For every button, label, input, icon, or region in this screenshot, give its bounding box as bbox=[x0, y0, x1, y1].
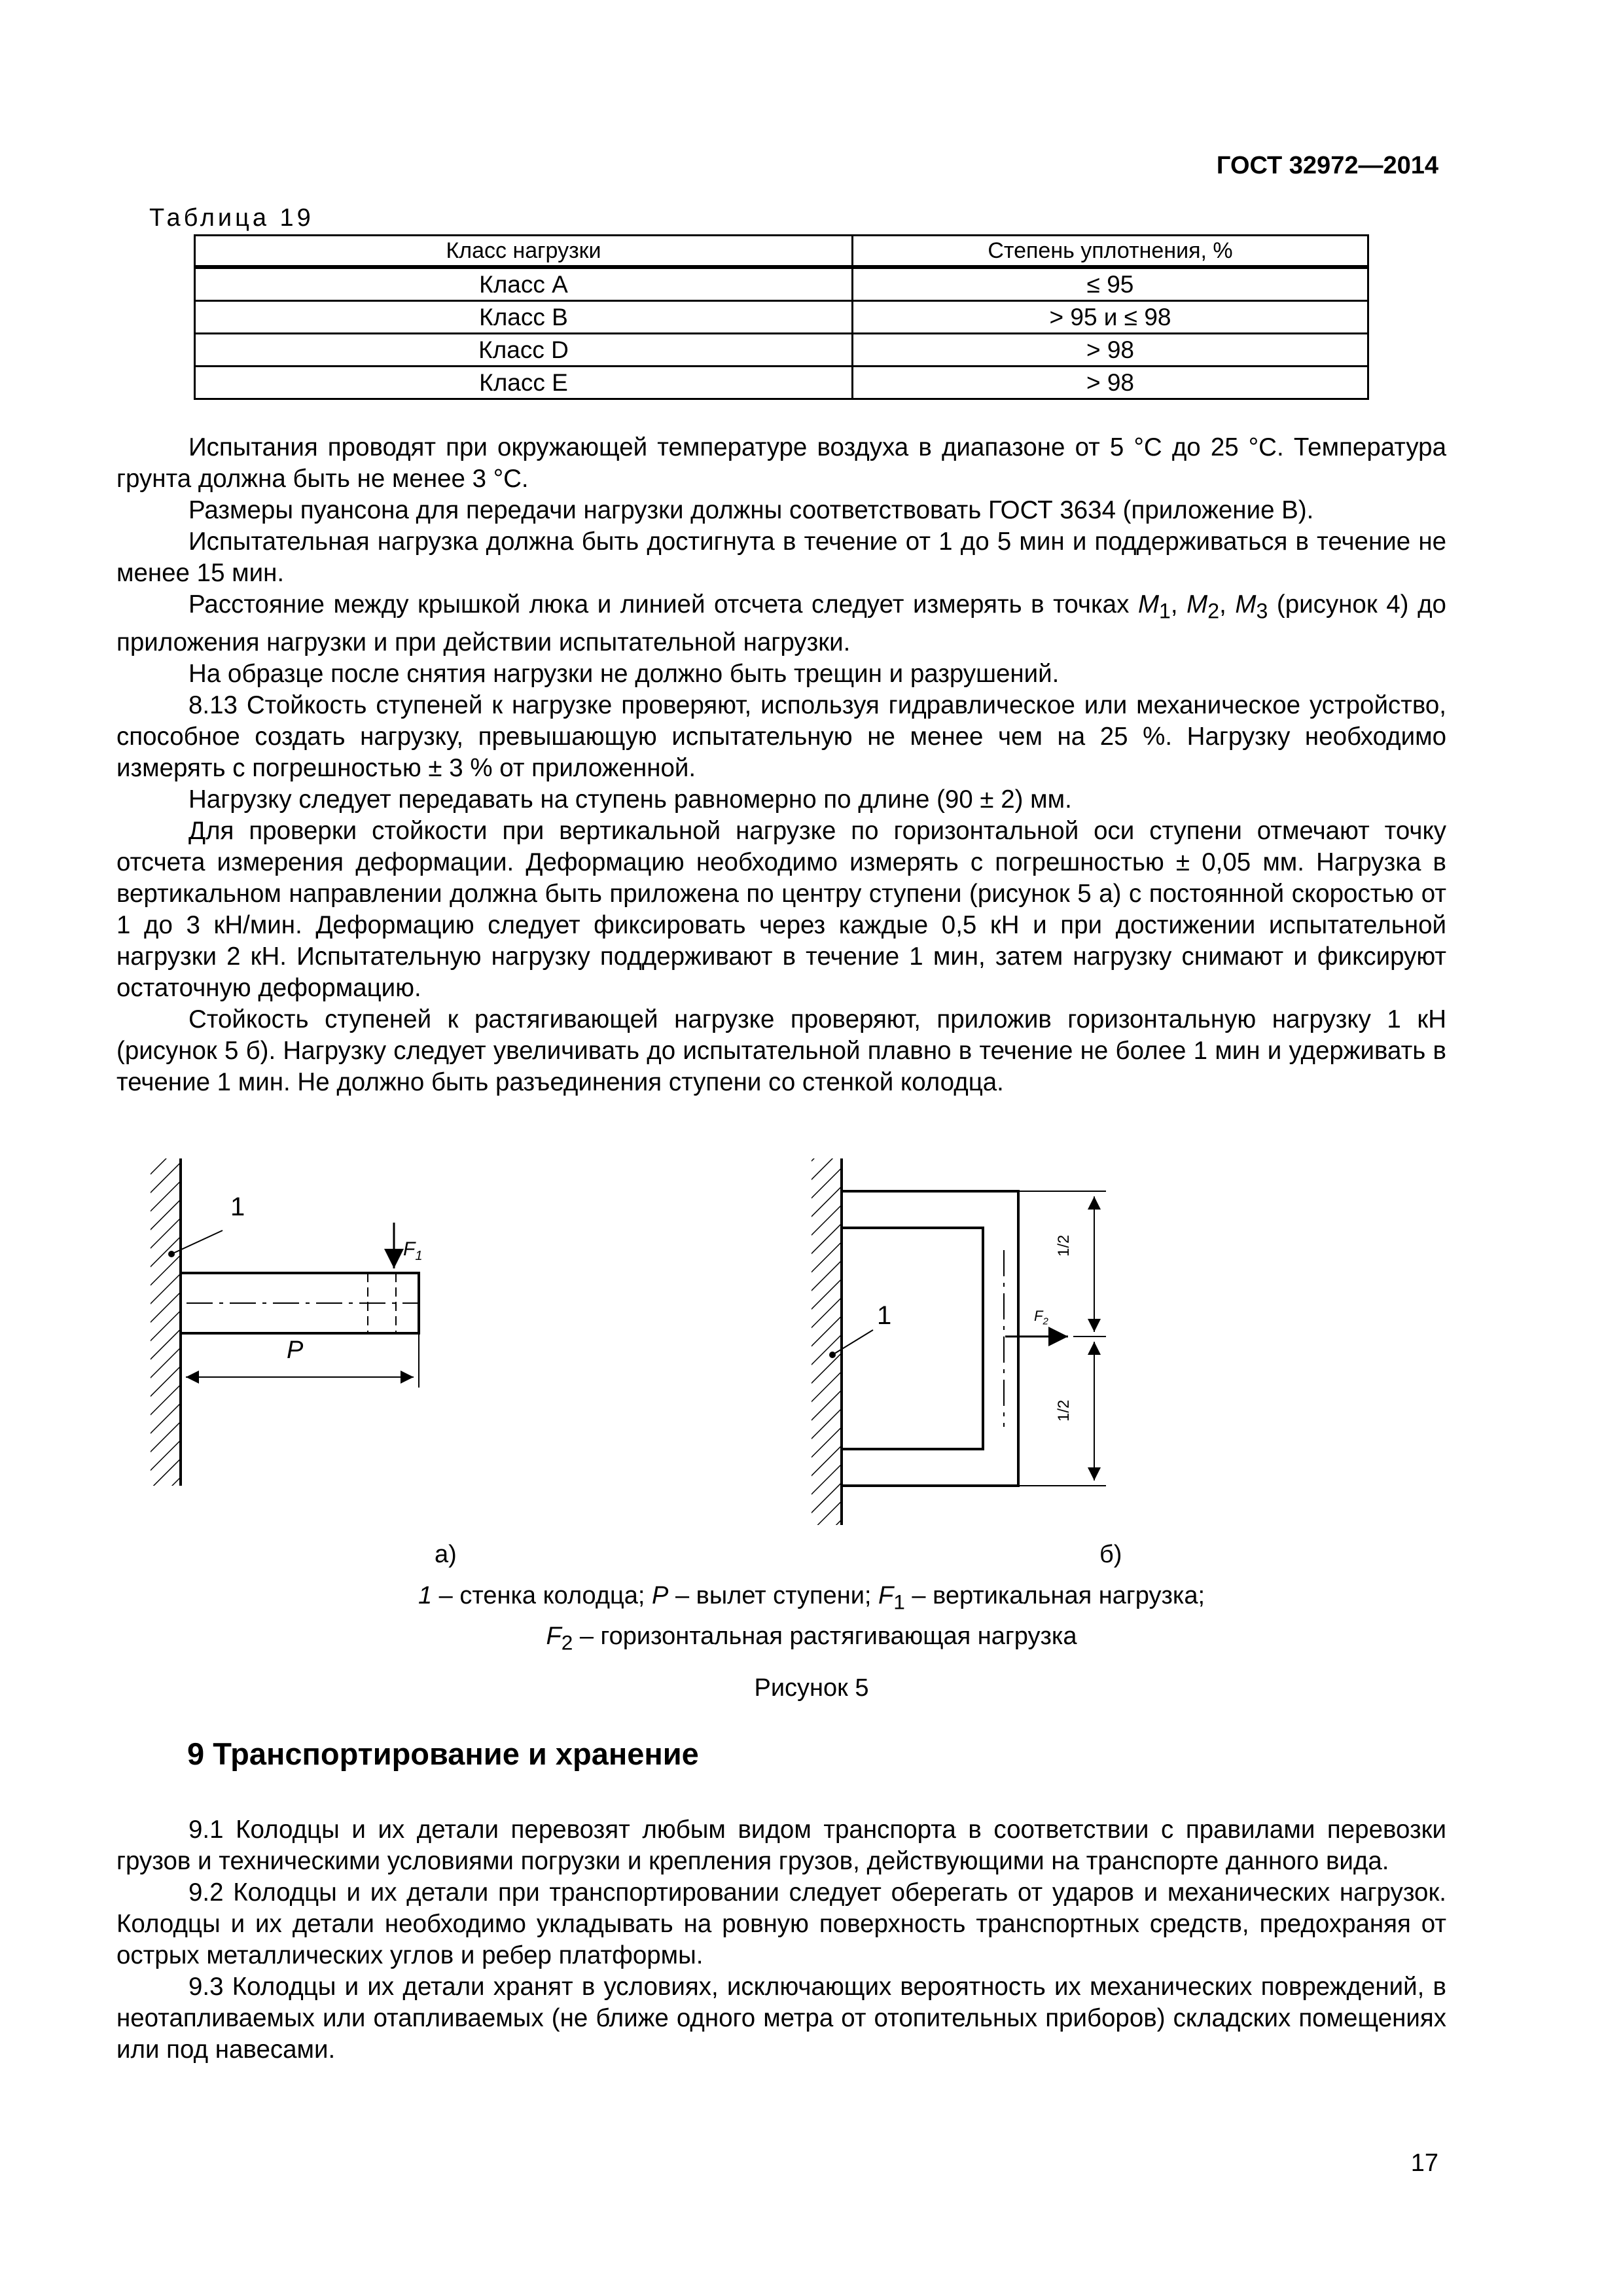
paragraph: Нагрузку следует передавать на ступень равномерно по длине (90 ± 2) мм. bbox=[188, 785, 1072, 814]
paragraph: 9.3 Колодцы и их детали хранят в условиях, исключающих вероятность их механических повреждений, в неотапливаемых или отапливаемых (не ближе одного метра от отопительных приборов) складских помещениях или под навесами. bbox=[116, 1973, 1446, 2064]
paragraph: Для проверки стойкости при вертикальной нагрузке по горизонтальной оси ступени отмечают точку отсчета измерения деформации. Деформацию необходимо измерять с погрешностью ± 0,05 мм. Нагрузка в вертикальном направлении должна быть приложена по центру ступени (рисунок 5 а) с постоянной скоростью от 1 до 3 кН/мин. Деформацию следует фиксировать через каждые 0,5 кН и при достижении испытательной нагрузки 2 кН. Испытательную нагрузку поддерживают в течение 1 мин, затем нагрузку снимают и фиксируют остаточную деформацию. bbox=[116, 816, 1446, 1002]
table-cell: ≤ 95 bbox=[853, 267, 1368, 301]
point-symbol: M bbox=[1235, 590, 1257, 619]
paragraph: Стойкость ступеней к растягивающей нагрузке проверяют, приложив горизонтальную нагрузку 1 кН (рисунок 5 б). Нагрузку следует увеличивать до испытательной плавно в течение не более 1 мин и удерживать в течение 1 мин. Не должно быть разъединения ступени со стенкой колодца. bbox=[116, 1005, 1446, 1096]
table-header-cell: Степень уплотнения, % bbox=[853, 236, 1368, 268]
step-inner-outline bbox=[842, 1228, 983, 1449]
legend-text: – вылет ступени; bbox=[668, 1582, 879, 1609]
legend-text: – стенка колодца; bbox=[432, 1582, 652, 1609]
callout-dot bbox=[829, 1352, 836, 1358]
force-label-f2 bbox=[1034, 1308, 1048, 1327]
caption-line bbox=[0, 1579, 1623, 1619]
separator: , bbox=[1170, 590, 1187, 619]
subscript: 2 bbox=[1207, 599, 1220, 623]
callout-label: 1 bbox=[877, 1301, 892, 1330]
figure-5 bbox=[0, 1139, 1623, 1610]
dimension-label-half: 1/2 bbox=[1055, 1234, 1073, 1257]
force-label-f1 bbox=[403, 1238, 422, 1264]
table-row bbox=[195, 267, 1368, 301]
wall-hatching bbox=[812, 1158, 840, 1525]
figure-a bbox=[151, 1158, 419, 1486]
subscript: 3 bbox=[1256, 599, 1268, 623]
subscript: 1 bbox=[893, 1590, 905, 1614]
dimension-label-half: 1/2 bbox=[1055, 1399, 1073, 1422]
figure-caption bbox=[0, 1579, 1623, 1659]
table-row bbox=[195, 301, 1368, 334]
table-cell: > 98 bbox=[853, 367, 1368, 399]
table-caption: Таблица 19 bbox=[149, 204, 314, 232]
legend-key: 1 bbox=[418, 1582, 433, 1609]
table-row bbox=[195, 367, 1368, 399]
paragraph-text: Расстояние между крышкой люка и линией отсчета следует измерять в точках bbox=[188, 590, 1138, 619]
load-class-table bbox=[194, 234, 1369, 400]
table-cell: Класс Е bbox=[195, 367, 853, 399]
force-symbol: F bbox=[403, 1238, 416, 1260]
callout-dot bbox=[168, 1251, 175, 1257]
point-symbol: M bbox=[1186, 590, 1208, 619]
legend-text: – вертикальная нагрузка; bbox=[904, 1582, 1205, 1609]
table-row bbox=[195, 334, 1368, 367]
separator: , bbox=[1219, 590, 1236, 619]
subfigure-label-a: а) bbox=[435, 1541, 457, 1568]
table-header-row bbox=[195, 236, 1368, 268]
legend-key: F bbox=[546, 1622, 562, 1650]
table-cell: > 98 bbox=[853, 334, 1368, 367]
paragraph: 9.1 Колодцы и их детали перевозят любым видом транспорта в соответствии с правилами перевозки грузов и техническими условиями погрузки и крепления грузов, действующими на транспорте данного вида. bbox=[116, 1816, 1446, 1875]
table-header-cell: Класс нагрузки bbox=[195, 236, 853, 268]
subscript: 1 bbox=[415, 1249, 423, 1263]
paragraph: Испытательная нагрузка должна быть достигнута в течение от 1 до 5 мин и поддерживаться в течение не менее 15 мин. bbox=[116, 528, 1446, 587]
caption-line bbox=[0, 1619, 1623, 1660]
subscript: 1 bbox=[1159, 599, 1171, 623]
wall-hatching bbox=[151, 1158, 179, 1486]
paragraph: На образце после снятия нагрузки не должно быть трещин и разрушений. bbox=[188, 659, 1060, 688]
standard-header: ГОСТ 32972—2014 bbox=[1216, 152, 1438, 179]
legend-key: F bbox=[878, 1582, 894, 1609]
table-cell: Класс А bbox=[195, 267, 853, 301]
callout-label: 1 bbox=[230, 1193, 245, 1221]
point-symbol: M bbox=[1137, 590, 1160, 619]
paragraph: Испытания проводят при окружающей температуре воздуха в диапазоне от 5 °С до 25 °С. Температура грунта должна быть не менее 3 °С. bbox=[116, 433, 1446, 493]
table-cell: > 95 и ≤ 98 bbox=[853, 301, 1368, 334]
section-text bbox=[116, 1814, 1446, 2066]
paragraph: Размеры пуансона для передачи нагрузки должны соответствовать ГОСТ 3634 (приложение В). bbox=[188, 496, 1314, 524]
paragraph bbox=[116, 589, 1446, 658]
paragraph: 8.13 Стойкость ступеней к нагрузке проверяют, используя гидравлическое или механическое устройство, способное создать нагрузку, превышающую испытательную не менее чем на 25 %. Нагрузку необходимо измерять с погрешностью ± 3 % от приложенной. bbox=[116, 691, 1446, 782]
paragraph: 9.2 Колодцы и их детали при транспортировании следует оберегать от ударов и механических нагрузок. Колодцы и их детали необходимо укладывать на ровную поверхность транспортных средств, предохраняя от острых металлических углов и ребер платформы. bbox=[116, 1878, 1446, 1969]
force-symbol: F bbox=[1034, 1308, 1043, 1324]
page-number: 17 bbox=[1410, 2149, 1438, 2177]
legend-text: – горизонтальная растягивающая нагрузка bbox=[573, 1622, 1077, 1650]
figure-b bbox=[812, 1158, 1106, 1525]
dimension-label-p: P bbox=[287, 1336, 304, 1364]
table-cell: Класс D bbox=[195, 334, 853, 367]
step-outer-outline bbox=[842, 1191, 1018, 1486]
subfigure-label-b: б) bbox=[1099, 1541, 1122, 1568]
body-text bbox=[116, 432, 1446, 1098]
paragraph-text: (рисунок 4) до приложения нагрузки и при действии испытательной нагрузки. bbox=[116, 590, 1446, 656]
figure-title: Рисунок 5 bbox=[754, 1674, 869, 1702]
section-heading: 9 Транспортирование и хранение bbox=[187, 1736, 699, 1771]
table-cell: Класс В bbox=[195, 301, 853, 334]
subscript: 2 bbox=[561, 1630, 573, 1655]
legend-key: P bbox=[652, 1582, 669, 1609]
subscript: 2 bbox=[1043, 1316, 1048, 1327]
